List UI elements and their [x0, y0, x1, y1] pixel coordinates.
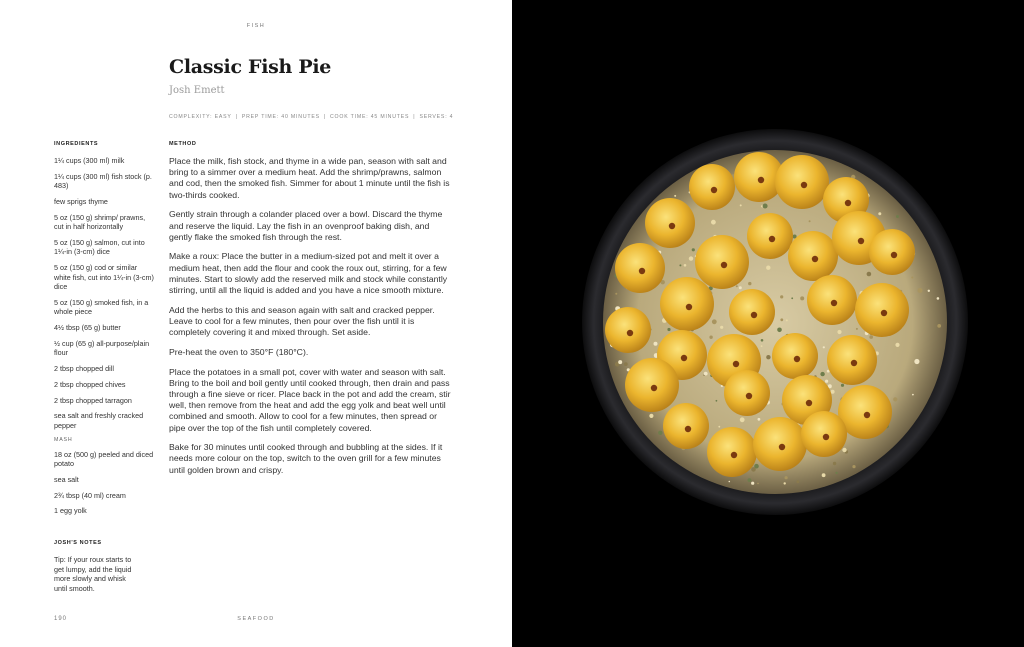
crumb	[914, 359, 919, 364]
mash-ingredient-item: 2¾ tbsp (40 ml) cream	[54, 490, 126, 500]
crumb	[823, 346, 825, 348]
crumb	[711, 220, 716, 225]
mash-puff	[775, 155, 829, 209]
crumb	[684, 264, 687, 267]
browned-tip	[733, 361, 739, 367]
crumb	[736, 285, 738, 287]
browned-tip	[751, 312, 757, 318]
crumb	[729, 481, 731, 483]
mash-puff	[663, 403, 709, 449]
mash-puff	[869, 229, 915, 275]
crumb	[825, 380, 828, 383]
crumb	[751, 467, 756, 472]
mash-puff	[707, 427, 757, 477]
crumb	[937, 324, 941, 328]
browned-tip	[685, 426, 691, 432]
ingredients-column	[54, 141, 154, 522]
recipe-meta	[169, 114, 453, 120]
browned-tip	[681, 355, 687, 361]
page-number: 190	[54, 616, 68, 622]
browned-tip	[669, 223, 675, 229]
browned-tip	[794, 356, 800, 362]
crumb	[748, 478, 752, 482]
browned-tip	[731, 452, 737, 458]
ingredient-item: 1¼ cups (300 ml) milk	[54, 156, 125, 165]
mash-puff	[695, 235, 749, 289]
prep-time-label: PREP TIME: 40 MINUTES	[241, 114, 320, 120]
method-step: Bake for 30 minutes until cooked through and bubbling at the sides. If it needs more colour on the top, switch to the oven grill for a few minutes until golden brown and crispy.	[169, 442, 443, 475]
ingredient-item: 1¼ cups (300 ml) fish stock (p. 483)	[54, 171, 152, 191]
browned-tip	[858, 238, 864, 244]
crumb	[785, 476, 788, 479]
browned-tip	[686, 304, 692, 310]
crumb	[748, 282, 751, 285]
browned-tip	[806, 400, 812, 406]
crumb	[869, 335, 873, 339]
crumb	[852, 465, 855, 468]
section-footer: SEAFOOD	[237, 616, 275, 622]
crumb	[739, 286, 742, 289]
crumb	[895, 343, 899, 347]
browned-tip	[627, 330, 633, 336]
mash-puff	[605, 307, 651, 353]
ingredients-heading: INGREDIENTS	[54, 141, 99, 147]
crumb	[751, 482, 754, 485]
crumb	[709, 336, 712, 339]
crumb	[878, 212, 881, 215]
crumb	[841, 384, 844, 387]
crumb	[831, 390, 835, 394]
mash-puff	[724, 370, 770, 416]
crumb	[786, 319, 788, 321]
crumb	[654, 342, 658, 346]
method-column	[169, 141, 452, 484]
browned-tip	[845, 200, 851, 206]
crumb	[692, 248, 695, 251]
notes-text: Tip: If your roux starts to get lumpy, add the liquid more slowly and whisk until smooth.	[54, 555, 132, 593]
ingredient-item: 5 oz (150 g) cod or similar white fish, cut into 1¼-in (3-cm) dice	[54, 263, 154, 292]
ingredient-item: 5 oz (150 g) shrimp/ prawns, cut in half horizontally	[54, 212, 146, 232]
browned-tip	[823, 434, 829, 440]
method-step: Make a roux: Place the butter in a medium-sized pot and melt it over a medium heat, then add the flour and cook the roux out, stirring, for a few minutes. Start to slowly add the reserved milk and stock while constantly stirring, until all the liquid is added and you have a nice smooth mixture.	[169, 251, 448, 296]
crumb	[797, 480, 800, 483]
browned-tip	[769, 236, 775, 242]
crumb	[780, 295, 783, 298]
fish-pie-photo	[512, 0, 1024, 647]
mash-puff	[660, 277, 714, 331]
ingredient-item: 5 oz (150 g) salmon, cut into 1¼-in (3-cm) dice	[54, 238, 145, 257]
method-step: Place the potatoes in a small pot, cover with water and season with salt. Bring to the boil and boil gently until cooked through, then drain and pass through a fine sieve or ricer. Place back in the pot and add the cream, stir well, then remove from the heat and add the egg yolk and beat well until combined and smooth. Allow to cool for a few minutes, then spread or pipe over the top of the fish until completely covered.	[169, 366, 451, 433]
ingredient-item: 2 tbsp chopped tarragon	[54, 395, 132, 405]
crumb	[761, 345, 763, 347]
crumb	[833, 462, 836, 465]
crumb	[835, 472, 837, 474]
recipe-title: Classic Fish Pie	[169, 56, 332, 78]
method-step: Gently strain through a colander placed over a bowl. Discard the thyme and reserve the liquid. Lay the fish in an ovenproof baking dish, and gently flake the smoked fish through the rest.	[169, 209, 443, 242]
browned-tip	[881, 310, 887, 316]
crumb	[780, 318, 783, 321]
mash-puff	[827, 335, 877, 385]
ingredient-item: 4½ tbsp (65 g) butter	[54, 323, 121, 333]
crumb	[800, 296, 804, 300]
meta-separator: |	[235, 114, 238, 120]
crumb	[784, 482, 786, 484]
method-step: Pre-heat the oven to 350°F (180°C).	[169, 346, 309, 357]
browned-tip	[779, 444, 785, 450]
browned-tip	[801, 182, 807, 188]
crumb	[893, 397, 897, 401]
crumb	[912, 394, 914, 396]
browned-tip	[711, 187, 717, 193]
ingredient-item: sea salt and freshly cracked pepper	[54, 411, 144, 430]
mash-ingredient-item: 18 oz (500 g) peeled and diced potato	[54, 449, 154, 469]
mash-puff	[645, 198, 695, 248]
browned-tip	[831, 300, 837, 306]
crumb	[618, 360, 622, 364]
meta-separator: |	[413, 114, 416, 120]
crumb	[896, 215, 899, 218]
crumb	[928, 290, 930, 292]
notes-block	[54, 540, 134, 593]
crumb	[667, 328, 670, 331]
crumb	[766, 355, 770, 359]
complexity-label: COMPLEXITY: EASY	[169, 114, 232, 120]
crumb	[758, 418, 761, 421]
crumb	[716, 400, 718, 402]
mash-heading: MASH	[54, 436, 73, 443]
crumb	[937, 297, 940, 300]
browned-tip	[746, 393, 752, 399]
serves-label: SERVES: 4	[419, 114, 454, 120]
mash-puff	[807, 275, 857, 325]
crumb	[856, 328, 858, 330]
mash-puff	[729, 289, 775, 335]
crumb	[761, 339, 764, 342]
crumb	[842, 448, 846, 452]
mash-puff	[855, 283, 909, 337]
crumb	[740, 417, 745, 422]
mash-puff	[615, 243, 665, 293]
crumb	[740, 204, 742, 206]
ingredient-item: few sprigs thyme	[54, 197, 108, 206]
crumb	[679, 264, 681, 266]
recipe-author: Josh Emett	[169, 85, 225, 96]
crumb	[658, 431, 662, 435]
crumb	[837, 330, 841, 334]
meta-separator: |	[323, 114, 327, 120]
browned-tip	[864, 412, 870, 418]
crumb	[918, 288, 923, 293]
crumb	[689, 256, 693, 260]
crumb	[809, 220, 811, 222]
crumb	[674, 195, 676, 197]
mash-puff	[801, 411, 847, 457]
crumb	[712, 319, 717, 324]
crumb	[822, 473, 826, 477]
notes-heading: JOSH'S NOTES	[54, 540, 102, 546]
crumb	[766, 266, 770, 270]
ingredient-item: 5 oz (150 g) smoked fish, in a whole piece	[54, 297, 149, 317]
crumb	[704, 372, 708, 376]
mash-puff	[747, 213, 793, 259]
ingredient-item: 2 tbsp chopped chives	[54, 379, 126, 389]
browned-tip	[758, 177, 764, 183]
crumb	[624, 362, 628, 366]
mash-puff	[625, 358, 679, 412]
browned-tip	[721, 262, 727, 268]
browned-tip	[851, 360, 857, 366]
crumb	[791, 297, 793, 299]
crumb	[718, 426, 720, 428]
crumb	[911, 277, 913, 279]
crumb	[777, 328, 782, 333]
crumb	[820, 372, 824, 376]
crumb	[757, 483, 759, 485]
mash-puff	[772, 333, 818, 379]
crumb	[867, 272, 872, 277]
cook-time-label: COOK TIME: 45 MINUTES	[330, 114, 410, 120]
browned-tip	[891, 252, 897, 258]
mash-ingredient-item: 1 egg yolk	[54, 506, 87, 516]
mash-ingredient-item: sea salt	[54, 474, 79, 484]
mash-puff	[788, 231, 838, 281]
crumb	[763, 204, 768, 209]
browned-tip	[651, 385, 657, 391]
crumb	[615, 293, 617, 295]
method-step: Add the herbs to this and season again with salt and cracked pepper. Leave to cool for a few minutes, then pour over the fish until it is completely covering it and mixed through. Set aside.	[169, 304, 435, 338]
method-heading: METHOD	[169, 141, 197, 147]
browned-tip	[812, 256, 818, 262]
browned-tip	[639, 268, 645, 274]
mash-puff	[753, 417, 807, 471]
method-step: Place the milk, fish stock, and thyme in a wide pan, season with salt and bring to a simmer over a medium heat. Add the shrimp/prawns, salmon and cod, then the smoked fish. Simmer for about 1 minute until the fish is two-thirds cooked.	[169, 156, 450, 200]
running-head: FISH	[246, 23, 266, 29]
crumb	[720, 326, 723, 329]
mash-puff	[689, 164, 735, 210]
ingredient-item: ½ cup (65 g) all-purpose/plain flour	[54, 338, 150, 358]
right-page-photo	[512, 0, 1024, 647]
crumb	[649, 414, 653, 418]
ingredient-item: 2 tbsp chopped dill	[54, 364, 114, 374]
